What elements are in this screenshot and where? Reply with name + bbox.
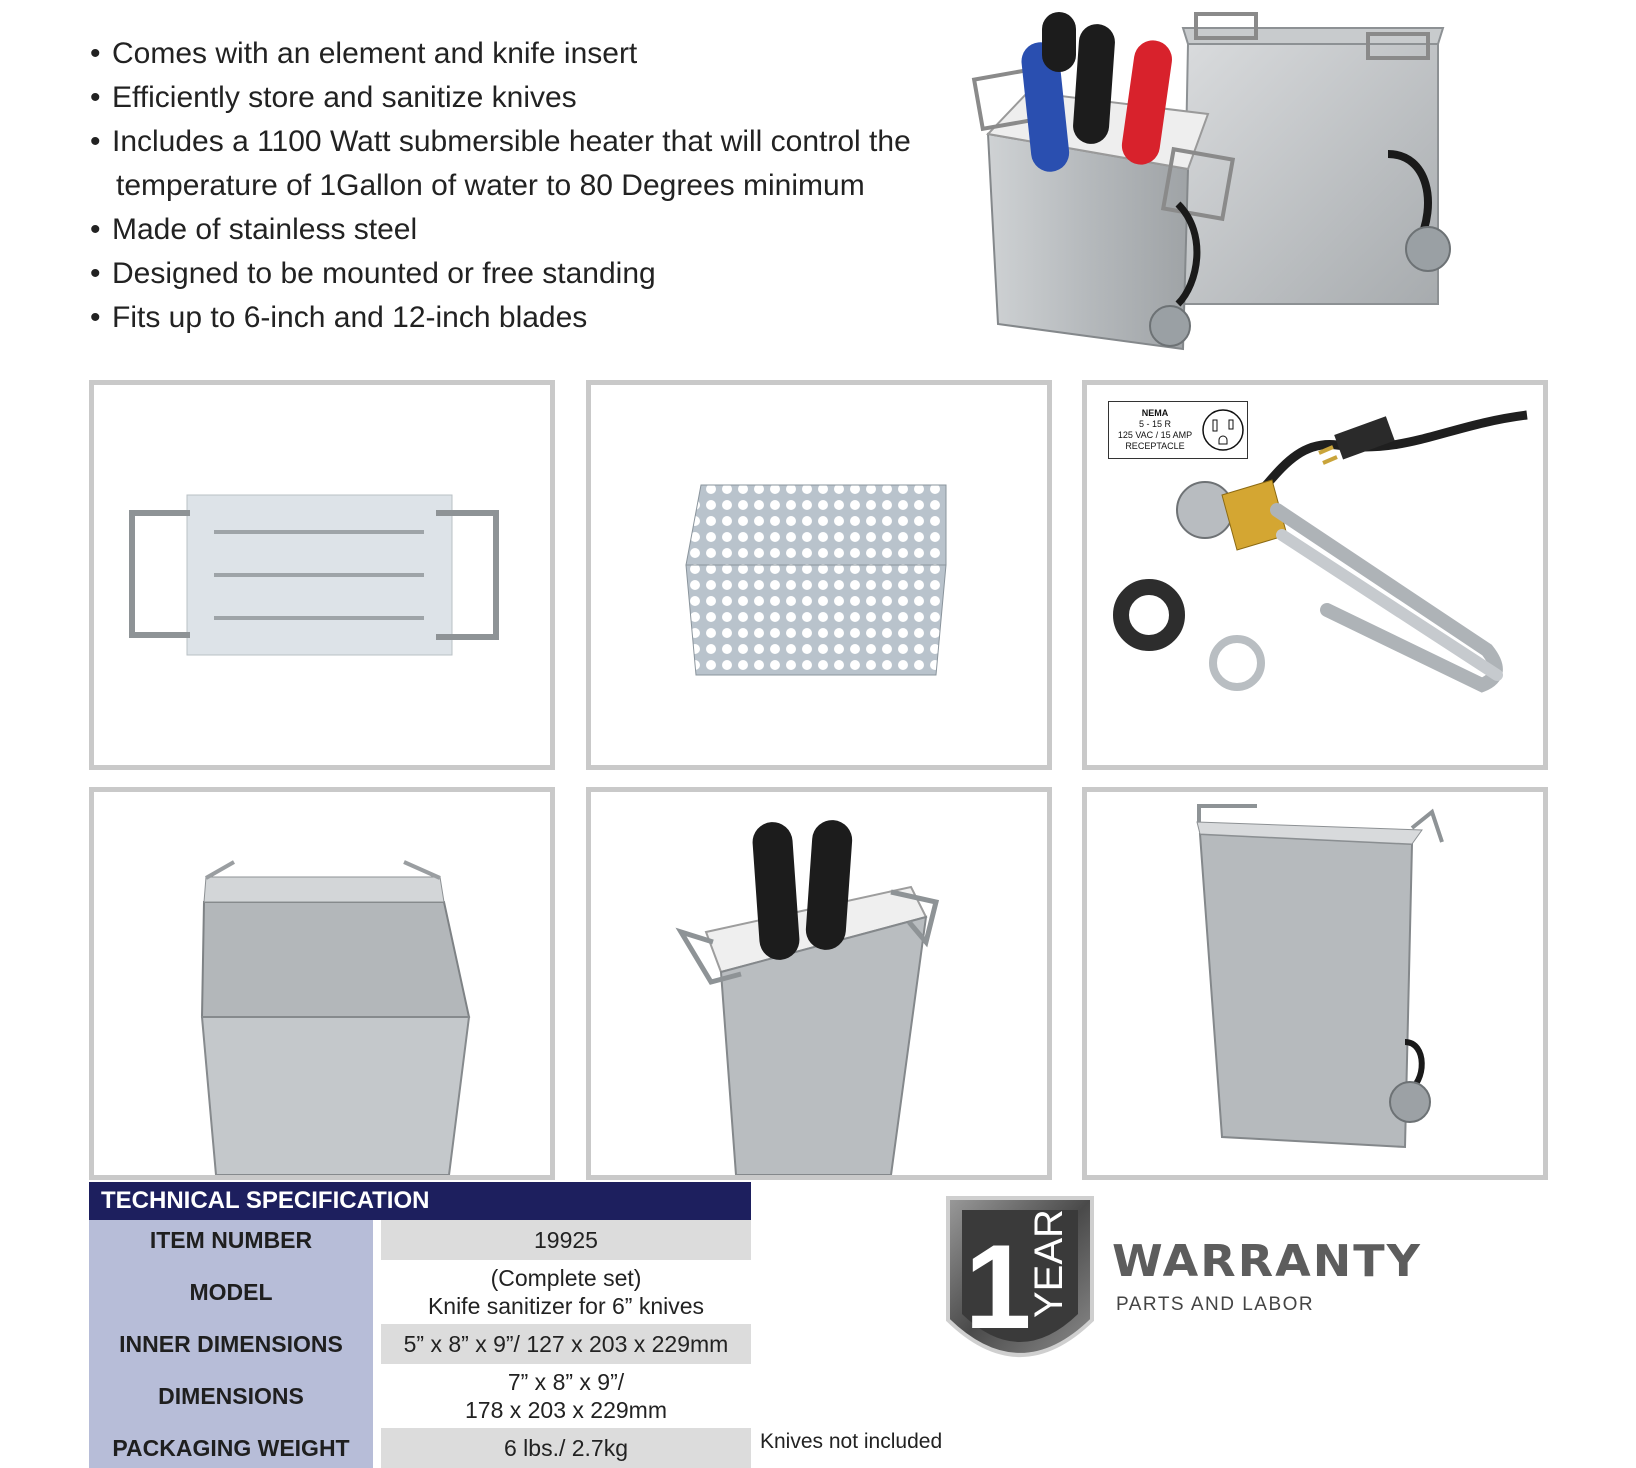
spec-value — [381, 1220, 751, 1260]
nema-line: 5 - 15 R — [1138, 419, 1171, 429]
spec-value-line: 7” x 8” x 9”/ — [507, 1369, 625, 1395]
feature-item — [90, 76, 990, 120]
spec-value — [381, 1260, 751, 1324]
spec-value-line: 178 x 203 x 229mm — [464, 1397, 667, 1423]
photo-knife-insert-lid — [89, 380, 555, 770]
nema-title: NEMA — [1141, 408, 1169, 418]
feature-item — [90, 296, 990, 340]
spec-row-model — [89, 1260, 751, 1324]
spec-heading: TECHNICAL SPECIFICATION — [89, 1182, 751, 1220]
feature-list — [90, 32, 990, 340]
warranty-badge — [940, 1190, 1440, 1380]
photo-perforated-basket — [586, 380, 1052, 770]
photo-empty-tank — [89, 787, 555, 1180]
spec-key: PACKAGING WEIGHT — [89, 1428, 373, 1468]
spec-row-inner-dimensions — [89, 1324, 751, 1364]
nema-line: 125 VAC / 15 AMP — [1117, 430, 1193, 440]
spec-value-line: Knife sanitizer for 6” knives — [427, 1293, 705, 1319]
feature-text: Includes a 1100 Watt submersible heater that will control the — [112, 125, 911, 158]
spec-value-line: 19925 — [534, 1227, 598, 1253]
tall-unit-illustration — [1087, 792, 1543, 1175]
feature-text: Comes with an element and knife insert — [112, 37, 638, 70]
photo-tall-unit — [1082, 787, 1548, 1180]
spec-value-line: 5” x 8” x 9”/ 127 x 203 x 229mm — [403, 1331, 729, 1357]
feature-text: Fits up to 6-inch and 12-inch blades — [112, 301, 588, 334]
warranty-year-word: YEAR — [1027, 1209, 1071, 1318]
spec-row-packaging-weight — [89, 1428, 751, 1468]
warranty-subtitle: PARTS AND LABOR — [1116, 1294, 1315, 1315]
warranty-title: WARRANTY — [1112, 1235, 1422, 1287]
photo-heater-element — [1082, 380, 1548, 770]
black-knife-handle — [1042, 12, 1076, 72]
heater-illustration — [1087, 385, 1543, 765]
spec-value — [381, 1364, 751, 1428]
spec-key: MODEL — [89, 1260, 373, 1324]
feature-item — [90, 32, 990, 76]
lid-illustration — [94, 385, 550, 765]
spec-key: DIMENSIONS — [89, 1364, 373, 1428]
spec-value — [381, 1324, 751, 1364]
spec-value-line: 6 lbs./ 2.7kg — [503, 1435, 629, 1461]
hero-product-image — [968, 4, 1518, 366]
feature-item — [90, 120, 990, 208]
nema-line: RECEPTACLE — [1125, 441, 1185, 451]
warranty-number: 1 — [964, 1220, 1032, 1354]
feature-text: Designed to be mounted or free standing — [112, 257, 656, 290]
feature-text-continued: temperature of 1Gallon of water to 80 Degrees minimum — [116, 169, 865, 202]
feature-item — [90, 252, 990, 296]
basket-illustration — [591, 385, 1047, 765]
spec-key: ITEM NUMBER — [89, 1220, 373, 1260]
spec-value-line: (Complete set) — [490, 1265, 642, 1291]
spec-row-item-number — [89, 1220, 751, 1260]
spec-value — [381, 1428, 751, 1468]
knives-not-included-note: Knives not included — [760, 1430, 943, 1453]
feature-text: Made of stainless steel — [112, 213, 418, 246]
feature-text: Efficiently store and sanitize knives — [112, 81, 577, 114]
feature-item — [90, 208, 990, 252]
spec-row-dimensions — [89, 1364, 751, 1428]
tank-knives-illustration — [591, 792, 1047, 1175]
spec-table — [89, 1182, 751, 1468]
photo-tank-with-knives — [586, 787, 1052, 1180]
tank-illustration — [94, 792, 550, 1175]
shield-icon — [940, 1190, 1100, 1380]
spec-key: INNER DIMENSIONS — [89, 1324, 373, 1364]
